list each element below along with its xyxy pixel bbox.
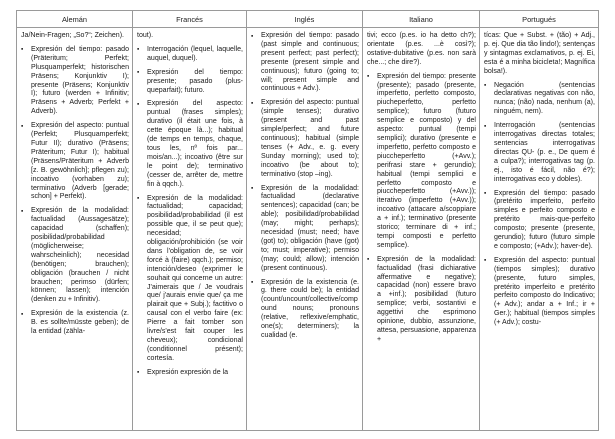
item-text: Expresión del tiempo: presente; pasado (plus-queparfait); futuro. [147,68,243,94]
item-text: Expresión del tiempo: pasado (past simple and continuous; present perfect; past perfect); presente (present simple and continuous); futuro (going to; will; present simple and continuous + Adv.). [261,32,359,93]
list-item [137,100,243,189]
column-cell-italiano [363,28,480,431]
column-header-label: Alemán [61,15,88,24]
bullet-icon [137,46,143,54]
list-item [367,32,476,68]
bullet-icon [21,311,27,319]
item-text: tivi; ecco (p.es. io ha detto ch?); orientate (p.es. ...è così?); ostative-dubitative (p.es. non sarà che...; che dire?). [367,32,476,66]
list-item [137,46,243,64]
column-cell-frances [133,28,247,431]
bullet-icon [251,100,257,108]
item-text: Expresión de la modalidad: factualidad; capacidad; posibilidad/probabilidad (il est possible que, il se peut que); necesidad; obligación/prohibición (se voir dans l'obligation de, se voir forcé à (faire) qqch.); permiso; intención/deseo (exprimer le souhait qui concerne un autre: J'aimerais que / Je voudrais que/ j'aurais envie que/ ça me plairait que + Subj.); factitivo o causal con el verbo faire (ex: Pierre a fait tomber son livre/s'est fait couper les cheveux); condicional (conditionnel présent); cortesía. [147,194,243,362]
bullet-icon [367,73,373,81]
bullet-icon [367,256,373,264]
item-list [480,28,598,328]
item-list [17,28,132,337]
item-text: Expresión del tiempo: presente (presente); pasado (presente, imperfetto, perfetto composto, piucheperfetto, perfetto semplice); futuro (futuro semplice e composto) y del aspecto: puntual (tempi semplici); durativo (presente e imperfetto, perfetto composto e piuccheperfetto (+Avv.); perifrasi stare + gerundio); habitual (tempi semplici e perfetto composto e piuccheperfetto (+Avv.)); iterativo (imperfetto (+Avv.)); incoativo (attacare a/scoppiare a + inf.); terminativo (presente storico; terminare di + inf.; tempi composti e perfetto semplice). [377,72,476,249]
bullet-icon [137,101,143,109]
item-text: Expresión del tiempo: pasado (Präteritum; Perfekt; Plusquamperfekt; historischen Präsens; Konjunktiv I); presente (Präsens; Konjunktiv I); futuro (werden + Infinitiv; Präsens + Adverb; Perfekt + Adverb). [31,45,129,116]
list-item [484,82,595,118]
header-row [17,11,599,28]
list-item [21,207,129,305]
column-cell-ingles [247,28,363,431]
list-item [251,99,359,179]
bullet-icon [21,123,27,131]
item-text: tícas: Que + Subst. + (tão) + Adj., p. ej. Que dia tão lindo!); sentenças y sintagmas exclamativos, p. ej. Ei, esta é a minha bicicleta!; Magnífica bolsa!). [484,32,595,75]
list-item [21,32,129,41]
column-header-label: Italiano [409,15,433,24]
list-item [21,46,129,117]
content-row [17,28,599,431]
list-item [137,195,243,364]
list-item [367,256,476,345]
list-item [484,32,595,77]
item-text: Interrogación (lequel, laquelle, auquel, duquel). [147,45,243,62]
item-text: Expresión del tiempo: pasado (pretérito imperfeito, perfeito simples e perfeito composto e pretérito mais-que-perfeito composto; presente (presente, gerundio); futuro (futuro simple e composto; (+Adv.); haver-de). [494,189,595,250]
column-header-label: Portugués [522,15,556,24]
column-header-aleman [17,11,133,28]
bullet-icon [137,69,143,77]
column-cell-portugues [480,28,599,431]
list-item [251,279,359,341]
list-item [21,122,129,202]
curriculum-table [16,10,599,431]
item-text: Negación (sentencias declarativas negativas con não, nunca; (não) nada, nenhum (a), ninguém, nem). [494,81,595,116]
bullet-icon [251,185,257,193]
list-item [21,310,129,337]
item-list [247,28,362,341]
item-text: Expresión de la existencia (z. B. es sollte/müsste geben); de la entidad (zähla- [31,310,129,336]
item-text: Expresión del aspecto: puntual (Perfekt; Plusquamperfekt; Futur II); durativo (Präsens; Präteritum; Futur I); habitual (Präsens/Präteritum + Adverb [z. B. gewöhnlich]; pflegen zu); incoativo (vorhaben zu); terminativo (Adverb [gerade; schon] + Perfekt). [31,122,129,201]
column-cell-aleman [17,28,133,431]
bullet-icon [21,46,27,54]
item-text: Expresión del aspecto: puntual (frases simples); durativo (il était une fois, à cette époque là...); habitual (de temps en temps, chaque, tous les, nº fois par... mois/an...); incoativo (être sur le point de); terminativo (cesser de, arrêter de, mettre fin à qqch.). [147,100,243,188]
bullet-icon [484,82,490,90]
column-header-label: Francés [176,15,203,24]
bullet-icon [484,257,490,265]
list-item [251,32,359,94]
item-list [363,28,479,345]
item-list [133,28,246,378]
column-header-frances [133,11,247,28]
column-header-ingles [247,11,363,28]
list-item [137,369,243,378]
column-header-portugues [480,11,599,28]
bullet-icon [137,195,143,203]
bullet-icon [484,123,490,131]
list-item [484,122,595,184]
list-item [484,257,595,328]
item-text: Ja/Nein-Fragen; „So?“; Zeichen). [21,32,125,39]
item-text: Interrogación (sentencias interrogativas directas totales; sentencias interrogativas directas QU- (p. e., De quem é a culpa?); interrogativas tag (p. ej., isto é fácil, não é?); interrogativas eco y dobles). [494,122,595,183]
column-header-label: Inglés [294,15,315,24]
item-text: tout). [137,32,154,39]
list-item [137,32,243,41]
list-item [137,69,243,96]
list-item [367,73,476,251]
item-text: Expresión de la modalidad: factualidad (declarative sentences); capacidad (can; be able); posibilidad/probabilidad (may; might; perhaps); necesidad (must; need; have (got) to); obligación (have (got) to; must; imperative); permiso (may; could; allow); intención (present continuous). [261,184,359,272]
bullet-icon [251,33,257,41]
item-text: Expresión de la existencia (e. g. there could be); la entidad (count/uncount/collective/compound nouns; pronouns (relative, reflexive/emphatic, one(s); determiners); la cualidad (e. [261,278,359,339]
item-text: Expresión del aspecto: puntual (simple tenses); durativo (present and past simple/perfect; and future continuous); habitual (simple tenses (+ Adv., e. g. every Sunday morning); used to); incoativo (be about to); terminativo (stop –ing). [261,99,359,178]
bullet-icon [21,208,27,216]
item-text: Expresión del aspecto: puntual (tiempos simples); durativo (presente, futuro simples, pretérito imperfeito e pretérito perfeito composto do Indicativo; (+ Adv.); andar a + Inf.; ir + Ger.); habitual (tiempos simples (+ Adv.); costu- [494,256,595,327]
item-text: Expresión expresión de la [147,368,229,376]
item-text: Expresión de la modalidad: factualidad (Aussagesätze); capacidad (schaffen); posibilidad/probabilidad (möglicherweise; wahrscheinlich); necesidad (benötigen; brauchen); obligación (brauchen / nicht brauchen; perimso (dürfen; können; lassen); intención (denken zu + Infinitiv). [31,207,129,304]
bullet-icon [137,369,143,377]
bullet-icon [484,190,490,198]
column-header-italiano [363,11,480,28]
item-text: Expresión de la modalidad: factualidad (frasi dichiarative affermative e negative); capacidad (non) essere bravo a +inf.); posibilidad (futuro semplice; verbi, sostantivi e aggettivi che esprimono opinione, dubbio, assunzione, attesa, persuasione, apparenza + [377,255,476,343]
list-item [251,185,359,274]
list-item [484,190,595,252]
bullet-icon [251,279,257,287]
